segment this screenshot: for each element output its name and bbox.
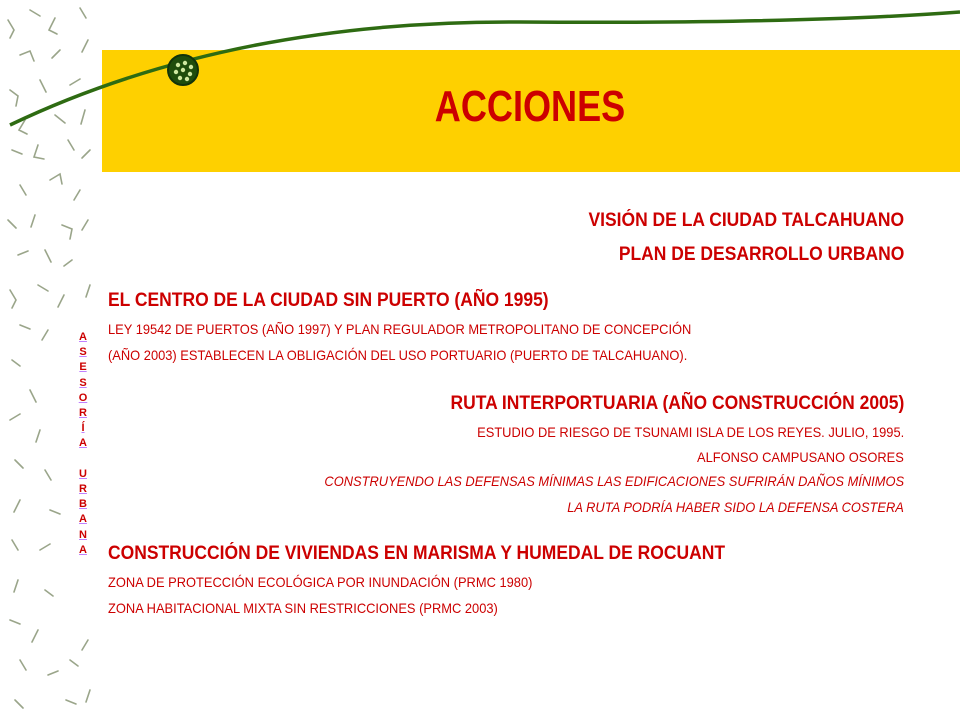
vertical-letter: A (79, 543, 87, 556)
text-zona-2: ZONA HABITACIONAL MIXTA SIN RESTRICCIONES (PRMC 2003) (108, 600, 498, 616)
text-construyendo: CONSTRUYENDO LAS DEFENSAS MÍNIMAS LAS EDIFICACIONES SUFRIRÁN DAÑOS MÍNIMOS (324, 473, 904, 489)
vertical-letter: Í (81, 422, 85, 435)
vertical-letter: A (79, 437, 87, 450)
text-la-ruta: LA RUTA PODRÍA HABER SIDO LA DEFENSA COSTERA (567, 499, 904, 515)
vertical-letter: S (79, 346, 87, 359)
vertical-letter: A (79, 513, 87, 526)
heading-vision: VISIÓN DE LA CIUDAD TALCAHUANO (588, 210, 904, 231)
vertical-letter: N (79, 528, 87, 541)
text-zona-1: ZONA DE PROTECCIÓN ECOLÓGICA POR INUNDACIÓN (PRMC 1980) (108, 574, 533, 590)
slide-title: ACCIONES (434, 82, 626, 131)
heading-construccion: CONSTRUCCIÓN DE VIVIENDAS EN MARISMA Y HUMEDAL DE ROCUANT (108, 543, 726, 564)
vertical-letter: E (79, 361, 87, 374)
vertical-letter: B (79, 498, 87, 511)
heading-ruta: RUTA INTERPORTUARIA (AÑO CONSTRUCCIÓN 2005) (450, 393, 904, 414)
vertical-letter: U (79, 467, 87, 480)
text-alfonso: ALFONSO CAMPUSANO OSORES (697, 449, 904, 465)
vertical-letter: O (78, 391, 88, 404)
heading-centro: EL CENTRO DE LA CIUDAD SIN PUERTO (AÑO 1995) (108, 290, 549, 311)
text-ley-1: LEY 19542 DE PUERTOS (AÑO 1997) Y PLAN REGULADOR METROPOLITANO DE CONCEPCIÓN (108, 321, 692, 337)
vertical-gap (68, 452, 98, 467)
text-estudio: ESTUDIO DE RIESGO DE TSUNAMI ISLA DE LOS REYES. JULIO, 1995. (476, 424, 904, 440)
heading-plan: PLAN DE DESARROLLO URBANO (618, 244, 904, 265)
text-ley-2: (AÑO 2003) ESTABLECEN LA OBLIGACIÓN DEL USO PORTUARIO (PUERTO DE TALCAHUANO). (108, 347, 688, 363)
vertical-letter: A (79, 331, 87, 343)
vertical-letter: R (79, 407, 87, 420)
vertical-letter: S (79, 376, 87, 389)
vertical-label-asesoria-urbana (68, 330, 98, 558)
vertical-letter: R (79, 483, 87, 496)
